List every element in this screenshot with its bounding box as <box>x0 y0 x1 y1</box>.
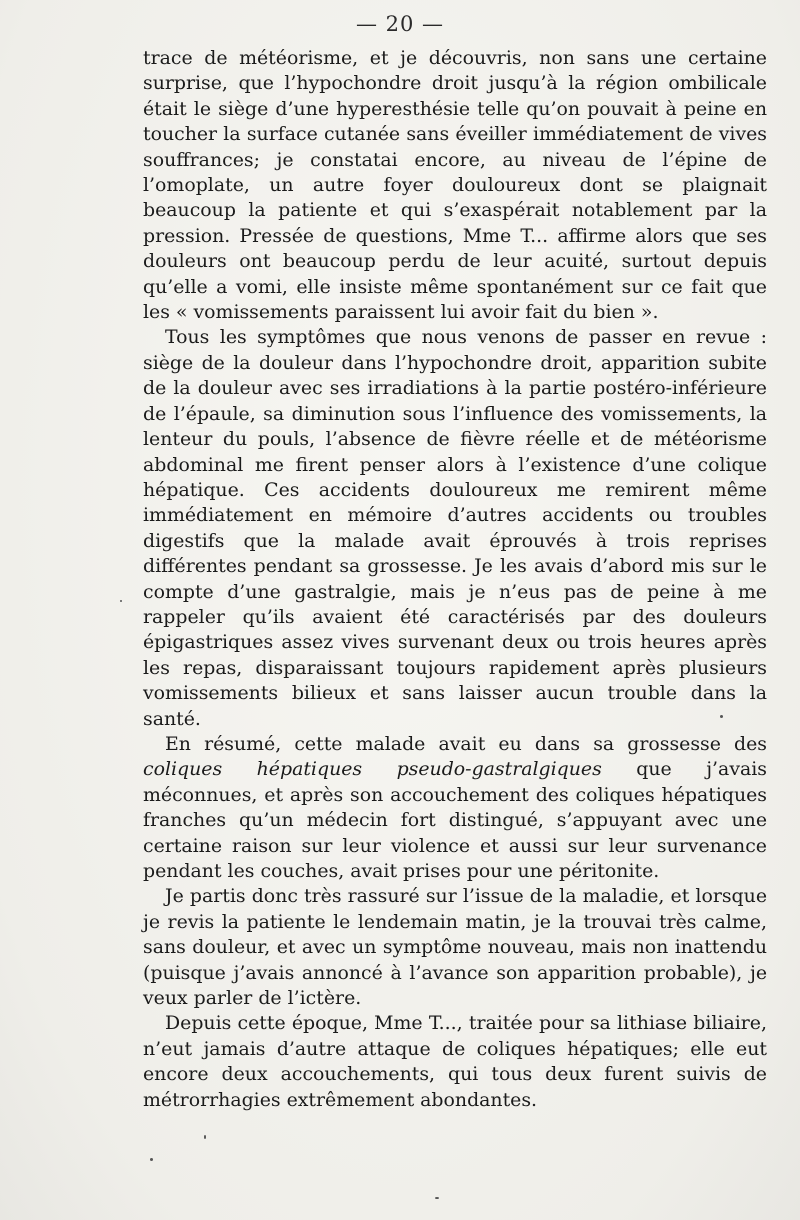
paper-speck <box>120 600 122 602</box>
paper-speck <box>150 1158 153 1161</box>
paragraph-3 <box>143 732 767 884</box>
paper-speck <box>435 1197 439 1199</box>
paper-speck <box>720 715 723 718</box>
paragraph-4: Je partis donc très rassuré sur l’issue de la maladie, et lorsque je revis la patiente le lendemain matin, je la trouvai très calme, sans douleur, et avec un symptôme nouveau, mais non inattendu (puisque j’avais annoncé à l’avance son apparition probable), je veux parler de l’ictère. <box>143 885 767 1010</box>
body-text <box>143 46 767 1113</box>
paragraph-1: trace de météorisme, et je découvris, non sans une certaine surprise, que l’hypochondre droit jusqu’à la région ombilicale était le siège d’une hyperesthésie telle qu’on pouvait à peine en toucher la surface cutanée sans éveiller immédiatement de vives souffrances; je constatai encore, au niveau de l’épine de l’omoplate, un autre foyer douloureux dont se plaignait beaucoup la patiente et qui s’exaspérait notablement par la pression. Pressée de questions, Mme T... affirme alors que ses douleurs ont beaucoup perdu de leur acuité, surtout depuis qu’elle a vomi, elle insiste même spontanément sur ce fait que les « vomissements paraissent lui avoir fait du bien ». <box>143 47 767 324</box>
page-number: — 20 — <box>355 12 445 36</box>
paragraph-5: Depuis cette époque, Mme T..., traitée pour sa lithiase biliaire, n’eut jamais d’autre attaque de coliques hépatiques; elle eut encore deux accouchements, qui tous deux furent suivis de métrorrhagies extrêmement abondantes. <box>143 1012 767 1111</box>
paragraph-3-italic-term: coliques hépatiques pseudo-gastralgiques <box>143 758 602 781</box>
paragraph-3-end: que j’avais méconnues, et après son accouchement des coliques hépatiques franches qu’un médecin fort distingué, s’appuyant avec une certaine raison sur leur violence et aussi sur leur survenance pendant les couches, avait prises pour une péritonite. <box>143 758 767 882</box>
paragraph-3-start: En résumé, cette malade avait eu dans sa grossesse des <box>165 732 767 755</box>
paragraph-2: Tous les symptômes que nous venons de passer en revue : siège de la douleur dans l’hypochondre droit, apparition subite de la douleur avec ses irradiations à la partie postéro-inférieure de l’épaule, sa diminution sous l’influence des vomissements, la lenteur du pouls, l’absence de fièvre réelle et de météorisme abdominal me firent penser alors à l’existence d’une colique hépatique. Ces accidents douloureux me remirent même immédiatement en mémoire d’autres accidents ou troubles digestifs que la malade avait éprouvés à trois reprises différentes pendant sa grossesse. Je les avais d’abord mis sur le compte d’une gastralgie, mais je n’eus pas de peine à me rappeler qu’ils avaient été caractérisés par des douleurs épigastriques assez vives survenant deux ou trois heures après les repas, disparaissant toujours rapidement après plusieurs vomissements bilieux et sans laisser aucun trouble dans la santé. <box>143 326 767 730</box>
paper-speck <box>204 1135 206 1139</box>
